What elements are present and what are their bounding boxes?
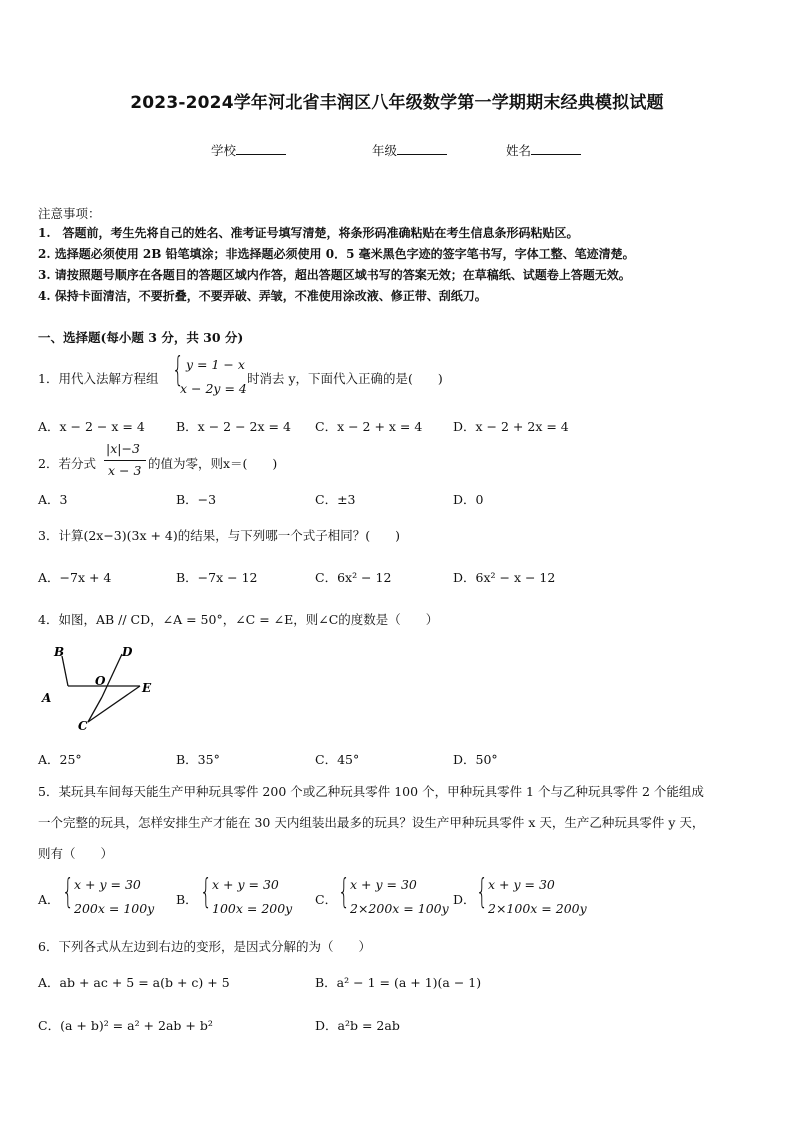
q1-suffix: 时消去 y，下面代入正确的是( )	[247, 371, 443, 386]
q5-option-c-eq1: x + y = 30	[350, 877, 417, 892]
grade-field	[372, 141, 447, 159]
q3-option-a: A．−7x + 4	[38, 570, 112, 585]
label-a: A	[42, 691, 52, 705]
school-field	[211, 141, 286, 159]
q1-brace: {	[172, 350, 184, 390]
q2-suffix: 的值为零，则x＝( )	[148, 456, 278, 471]
label-b: B	[54, 645, 65, 659]
q4-option-b: B．35°	[176, 752, 220, 767]
q2-option-c: C．±3	[315, 492, 356, 507]
q2-fraction-bar	[104, 460, 146, 461]
q2-option-b: B．−3	[176, 492, 217, 507]
q1-eq2: x − 2y = 4	[180, 381, 247, 396]
notice-item: 4. 保持卡面清洁，不要折叠，不要弄破、弄皱，不准使用涂改液、修正带、刮纸刀。	[38, 289, 487, 303]
q5-line-2: 一个完整的玩具，怎样安排生产才能在 30 天内组装出最多的玩具？设生产甲种玩具零件 x 天，生产乙种玩具零件 y 天，	[38, 815, 705, 830]
name-label: 姓名	[506, 143, 532, 158]
segment-ab	[62, 656, 68, 686]
q5-option-b-eq2: 100x = 200y	[212, 901, 293, 916]
q4-option-a: A．25°	[38, 752, 82, 767]
notice-heading: 注意事项：	[38, 206, 101, 221]
q5-option-d-eq2: 2×100x = 200y	[488, 901, 587, 916]
name-field	[506, 141, 581, 159]
q3-option-c: C．6x² − 12	[315, 570, 392, 585]
q1-option-b: B．x − 2 − 2x = 4	[176, 419, 291, 434]
notice-item: 2. 选择题必须使用 2B 铅笔填涂；非选择题必须使用 0．5 毫米黑色字迹的签字笔书写，字体工整、笔迹清楚。	[38, 247, 635, 261]
q5-option-a-label: A．	[38, 892, 60, 907]
q5-option-a-eq1: x + y = 30	[74, 877, 141, 892]
q5-option-a-eq2: 200x = 100y	[74, 901, 155, 916]
name-blank	[531, 142, 581, 155]
school-label: 学校	[211, 143, 237, 158]
q5-option-a-brace: {	[62, 872, 74, 912]
q6-option-a: A．ab + ac + 5 = a(b + c) + 5	[38, 975, 230, 990]
q2-option-d: D．0	[453, 492, 484, 507]
q4-figure	[38, 642, 158, 734]
q6-option-b: B．a² − 1 = (a + 1)(a − 1)	[315, 975, 482, 990]
grade-blank	[397, 142, 447, 155]
q5-option-d-brace: {	[476, 872, 488, 912]
label-d: D	[122, 645, 133, 659]
page-title: 2023-2024学年河北省丰润区八年级数学第一学期期末经典模拟试题	[130, 93, 664, 113]
q5-option-b-label: B．	[176, 892, 198, 907]
segment-dc-lower	[88, 697, 102, 722]
q2-prefix: 2．若分式	[38, 456, 96, 471]
q5-option-c-eq2: 2×200x = 100y	[350, 901, 449, 916]
q2-option-a: A．3	[38, 492, 68, 507]
q1-prefix: 1．用代入法解方程组	[38, 371, 159, 386]
q5-option-d-eq1: x + y = 30	[488, 877, 555, 892]
section-heading: 一、选择题(每小题 3 分，共 30 分)	[38, 330, 244, 345]
q4-option-c: C．45°	[315, 752, 360, 767]
q3-text: 3．计算(2x−3)(3x + 4)的结果，与下列哪一个式子相同？( )	[38, 528, 401, 543]
q4-option-d: D．50°	[453, 752, 498, 767]
label-c: C	[78, 719, 88, 733]
q6-option-d: D．a²b = 2ab	[315, 1018, 400, 1033]
q3-option-b: B．−7x − 12	[176, 570, 258, 585]
q5-line-3: 则有（ ）	[38, 846, 114, 861]
q5-option-b-brace: {	[200, 872, 212, 912]
label-o: O	[95, 674, 106, 688]
q4-text: 4．如图，AB // CD，∠A = 50°，∠C = ∠E，则∠C的度数是（ ）	[38, 612, 439, 627]
q5-line-1: 5．某玩具车间每天能生产甲种玩具零件 200 个或乙种玩具零件 100 个，甲种玩具零件 1 个与乙种玩具零件 2 个能组成	[38, 784, 704, 799]
school-blank	[236, 142, 286, 155]
notice-item: 1. 答题前，考生先将自己的姓名、准考证号填写清楚，将条形码准确粘贴在考生信息条形码粘贴区。	[38, 226, 579, 240]
notice-item: 3. 请按照题号顺序在各题目的答题区域内作答，超出答题区域书写的答案无效；在草稿纸、试题卷上答题无效。	[38, 268, 631, 282]
q1-option-c: C．x − 2 + x = 4	[315, 419, 423, 434]
q6-option-c: C．(a + b)² = a² + 2ab + b²	[38, 1018, 213, 1033]
q5-option-c-brace: {	[338, 872, 350, 912]
q1-option-d: D．x − 2 + 2x = 4	[453, 419, 569, 434]
q1-option-a: A．x − 2 − x = 4	[38, 419, 145, 434]
q3-option-d: D．6x² − x − 12	[453, 570, 556, 585]
q5-option-c-label: C．	[315, 892, 338, 907]
q2-numerator: |x|−3	[106, 441, 140, 456]
q1-eq1: y = 1 − x	[186, 357, 245, 372]
q5-option-b-eq1: x + y = 30	[212, 877, 279, 892]
label-e: E	[142, 681, 152, 695]
q6-text: 6．下列各式从左边到右边的变形，是因式分解的为（ ）	[38, 939, 371, 954]
q5-option-d-label: D．	[453, 892, 476, 907]
grade-label: 年级	[372, 143, 398, 158]
q2-denominator: x − 3	[108, 463, 142, 478]
segment-ce	[88, 686, 140, 722]
